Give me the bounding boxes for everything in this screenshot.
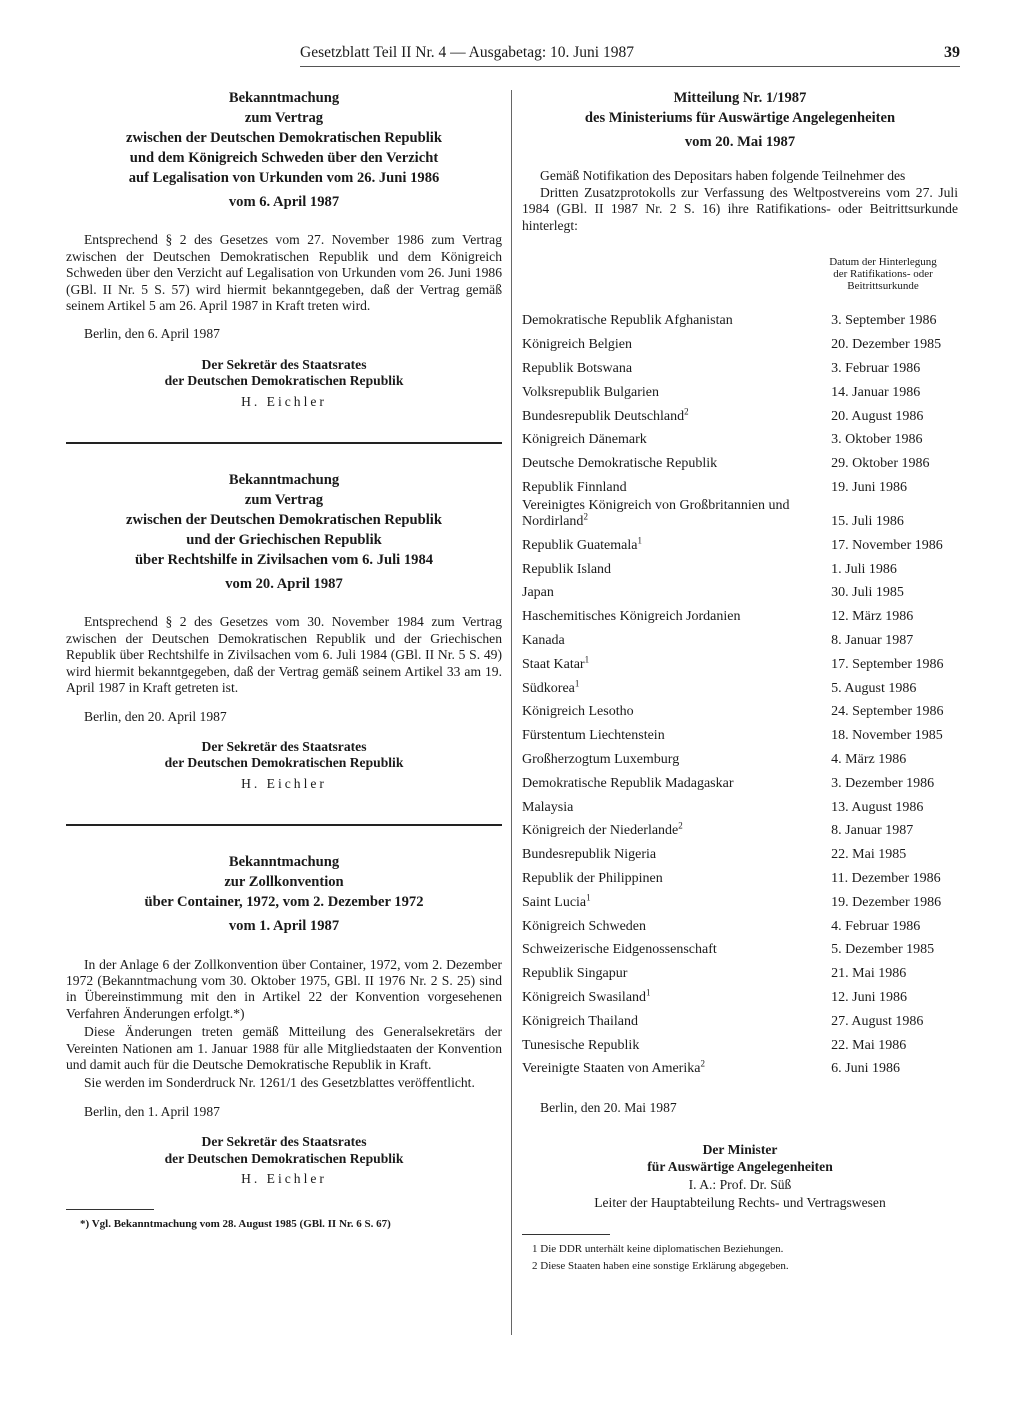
country-name: Königreich Swasiland xyxy=(522,989,647,1005)
header-title: Gesetzblatt Teil II Nr. 4 — Ausgabetag: 10. Juni 1987 xyxy=(300,44,634,61)
country-name: Fürstentum Liechtenstein xyxy=(522,728,665,744)
intro-line: Gemäß Notifikation des Depositars haben folgende Teilnehmer des xyxy=(540,168,906,184)
section-divider xyxy=(66,824,502,826)
country-name: Haschemitisches Königreich Jordanien xyxy=(522,609,741,625)
title-line: Bekanntmachung xyxy=(228,472,340,489)
signatory-name: H. Eichler xyxy=(241,1171,327,1186)
country-name: Saint Lucia xyxy=(522,894,587,910)
country-name: Demokratische Republik Madagaskar xyxy=(522,775,734,791)
table-row xyxy=(522,673,958,697)
country-cell xyxy=(522,602,819,626)
signatory-line: der Deutschen Demokratischen Republik xyxy=(164,373,404,389)
deposit-date-cell: 12. Juni 1986 xyxy=(831,989,907,1005)
deposit-date-cell: 24. September 1986 xyxy=(831,704,944,720)
table-row xyxy=(522,1030,958,1054)
country-name: Volksrepublik Bulgarien xyxy=(522,384,660,400)
table-row xyxy=(522,530,958,554)
footnote: 1 Die DDR unterhält keine diplomatischen Beziehungen. xyxy=(532,1242,784,1255)
table-row xyxy=(522,768,958,792)
table-row xyxy=(522,473,958,497)
footnote-marker: 2 xyxy=(684,405,689,416)
country-cell xyxy=(522,768,819,792)
communication-upu-protocol xyxy=(522,88,958,1275)
footnote-rule xyxy=(522,1234,610,1235)
column-header-line: Beitrittsurkunde xyxy=(847,280,919,293)
deposit-date-cell: 17. September 1986 xyxy=(831,656,944,672)
country-name: Republik Finnland xyxy=(522,480,627,495)
table-row xyxy=(522,840,958,864)
deposit-date-cell: 5. August 1986 xyxy=(831,680,917,696)
intro-line: Dritten Zusatzprotokolls zur Verfassung des Weltpostvereins vom 27. Juli 1984 (GBl. II 1987 Nr. 2 S. 16) ihre Ratifikations- oder Beitrittsurkunde hinterlegt: xyxy=(522,184,958,233)
title-line: und dem Königreich Schweden über den Verzicht xyxy=(129,150,439,166)
country-name: Republik Singapur xyxy=(522,966,628,982)
place-date: Berlin, den 20. April 1987 xyxy=(84,708,227,724)
table-row xyxy=(522,721,958,745)
column-header-line: der Ratifikations- oder xyxy=(833,268,933,281)
country-name: Vereinigtes Königreich von Großbritannien und Nordirland xyxy=(522,498,790,530)
footnote-marker: 2 xyxy=(678,820,683,831)
title-line: über Rechtshilfe in Zivilsachen vom 6. Juli 1984 xyxy=(134,552,434,569)
notice-date: vom 20. April 1987 xyxy=(225,576,343,593)
deposit-date-cell: 19. Juni 1986 xyxy=(831,480,907,495)
deposit-date-cell: 20. Dezember 1985 xyxy=(831,337,942,353)
country-cell xyxy=(522,649,819,673)
column-divider xyxy=(511,90,512,1335)
country-name: Malaysia xyxy=(522,799,574,815)
deposit-date-cell: 11. Dezember 1986 xyxy=(831,870,941,886)
notice-container-convention xyxy=(66,852,502,1233)
table-row xyxy=(522,554,958,578)
notice-greece-treaty xyxy=(66,470,502,792)
footnote: 2 Diese Staaten haben eine sonstige Erklärung abgegeben. xyxy=(532,1259,789,1272)
header-rule xyxy=(300,66,960,67)
signatory-line: Der Sekretär des Staatsrates xyxy=(201,356,367,372)
signatory-line: Der Sekretär des Staatsrates xyxy=(201,738,367,754)
table-row xyxy=(522,745,958,769)
notice-date: vom 1. April 1987 xyxy=(228,918,340,935)
deposit-date-cell: 21. Mai 1986 xyxy=(831,966,907,982)
notice-title xyxy=(66,88,502,188)
signatory-name: H. Eichler xyxy=(241,393,327,409)
right-column xyxy=(522,88,958,1275)
country-name: Demokratische Republik Afghanistan xyxy=(522,313,733,329)
table-row xyxy=(522,354,958,378)
footnote-marker: 1 xyxy=(574,677,580,688)
signatory-line: Der Sekretär des Staatsrates xyxy=(201,1134,367,1150)
table-row xyxy=(522,330,958,354)
communication-intro xyxy=(522,168,958,234)
deposit-date-cell: 29. Oktober 1986 xyxy=(831,456,930,472)
notice-title xyxy=(66,470,502,570)
country-name: Königreich Schweden xyxy=(522,918,647,934)
country-cell xyxy=(522,959,819,983)
title-line: und der Griechischen Republik xyxy=(186,532,382,549)
table-row xyxy=(522,578,958,602)
country-cell xyxy=(522,377,819,401)
country-cell xyxy=(522,983,819,1007)
country-cell xyxy=(522,721,819,745)
footnote-marker: 1 xyxy=(637,535,642,546)
country-cell xyxy=(522,578,819,602)
country-cell xyxy=(522,697,819,721)
title-line: Bekanntmachung xyxy=(228,90,340,106)
country-name: Republik Botswana xyxy=(522,361,633,377)
deposit-date-cell: 3. Februar 1986 xyxy=(831,361,921,377)
footnote-marker: 2 xyxy=(700,1058,705,1069)
footnote-rule xyxy=(66,1209,154,1210)
signatory-role: Leiter der Hauptabteilung Rechts- und Vertragswesen xyxy=(594,1195,886,1211)
signatory xyxy=(66,1134,502,1167)
title-line: Bekanntmachung xyxy=(228,854,340,871)
deposit-date-cell: 19. Dezember 1986 xyxy=(831,894,942,910)
deposit-date-cell: 27. August 1986 xyxy=(831,1013,924,1029)
country-cell xyxy=(522,354,819,378)
deposit-date-cell: 3. Oktober 1986 xyxy=(831,432,923,448)
notice-body: Sie werden im Sonderdruck Nr. 1261/1 des Gesetzblattes veröffentlicht. xyxy=(84,1075,475,1091)
country-cell xyxy=(522,935,819,959)
title-line: über Container, 1972, vom 2. Dezember 1972 xyxy=(144,894,424,911)
country-name: Deutsche Demokratische Republik xyxy=(522,456,718,472)
notice-date: vom 6. April 1987 xyxy=(228,194,340,210)
table-row xyxy=(522,1054,958,1078)
country-name: Republik der Philippinen xyxy=(522,870,663,886)
table-row xyxy=(522,816,958,840)
country-cell xyxy=(522,887,819,911)
country-cell xyxy=(522,864,819,888)
deposit-date-cell: 22. Mai 1985 xyxy=(831,847,907,863)
communication-title xyxy=(522,88,958,128)
table-row xyxy=(522,911,958,935)
country-cell xyxy=(522,496,819,530)
signatory-line: der Deutschen Demokratischen Republik xyxy=(164,755,404,771)
table-row xyxy=(522,983,958,1007)
signatory-line: für Auswärtige Angelegenheiten xyxy=(647,1158,833,1174)
title-line: auf Legalisation von Urkunden vom 26. Juni 1986 xyxy=(128,170,440,186)
footnote: *) Vgl. Bekanntmachung vom 28. August 1985 (GBl. II Nr. 6 S. 67) xyxy=(80,1218,391,1231)
table-row xyxy=(522,649,958,673)
notice-body: Entsprechend § 2 des Gesetzes vom 30. November 1984 zum Vertrag zwischen der Deutschen Demokratischen Republik und der Griechischen Republik über Rechtshilfe in Zivilsachen vom 6. Juli 1984 (GBl. II Nr. 5 S. 49) wird hiermit bekanntgegeben, daß der Vertrag gemäß seinem Artikel 33 am 19. April 1987 in Kraft getreten ist. xyxy=(66,614,502,696)
place-date: Berlin, den 6. April 1987 xyxy=(84,326,220,342)
country-cell xyxy=(522,330,819,354)
table-row xyxy=(522,306,958,330)
country-name: Kanada xyxy=(522,632,565,648)
country-name: Südkorea xyxy=(522,680,575,696)
country-cell xyxy=(522,1054,819,1078)
left-column xyxy=(66,88,502,1233)
notice-body: In der Anlage 6 der Zollkonvention über Container, 1972, vom 2. Dezember 1972 (Bekanntmachung vom 30. Oktober 1975, GBl. II 1976 Nr. 2 S. 25) sind in Übereinstimmung mit den in Artikel 22 der Konvention vorgesehenen Verfahren Änderungen erfolgt.*) xyxy=(66,956,502,1021)
section-divider xyxy=(66,442,502,444)
table-row xyxy=(522,864,958,888)
table-row xyxy=(522,425,958,449)
table-row xyxy=(522,602,958,626)
date-column-header xyxy=(808,256,958,292)
title-line: des Ministeriums für Auswärtige Angelegenheiten xyxy=(584,110,896,126)
country-cell xyxy=(522,401,819,425)
notice-body: Diese Änderungen treten gemäß Mitteilung des Generalsekretärs der Vereinten Nationen am 1. Januar 1988 für alle Mitgliedstaaten der Konvention und damit auch für die Deutsche Demokratische Republik in Kraft. xyxy=(66,1024,502,1072)
signatory-line: der Deutschen Demokratischen Republik xyxy=(164,1150,404,1166)
country-name: Republik Island xyxy=(522,561,612,577)
table-row xyxy=(522,1006,958,1030)
country-cell xyxy=(522,449,819,473)
country-name: Königreich Lesotho xyxy=(522,704,634,720)
footnote-marker: 1 xyxy=(586,892,591,903)
deposit-date-cell: 12. März 1986 xyxy=(831,609,914,625)
deposit-date-cell: 8. Januar 1987 xyxy=(831,632,914,648)
country-cell xyxy=(522,1006,819,1030)
deposit-date-cell: 13. August 1986 xyxy=(831,799,924,815)
table-row xyxy=(522,697,958,721)
country-cell xyxy=(522,1030,819,1054)
table-row xyxy=(522,935,958,959)
signatory xyxy=(66,739,502,772)
country-name: Großherzogtum Luxemburg xyxy=(522,751,680,767)
country-cell xyxy=(522,840,819,864)
deposit-date-cell: 30. Juli 1985 xyxy=(831,585,904,601)
title-line: zwischen der Deutschen Demokratischen Republik xyxy=(126,512,442,529)
footnotes xyxy=(522,1241,958,1275)
country-cell xyxy=(522,306,819,330)
signatory-name: I. A.: Prof. Dr. Süß xyxy=(688,1176,792,1192)
footnote-marker: 1 xyxy=(584,654,590,665)
country-cell xyxy=(522,626,819,650)
place-date: Berlin, den 20. Mai 1987 xyxy=(540,1099,677,1115)
deposit-date-cell: 6. Juni 1986 xyxy=(831,1061,900,1077)
country-cell xyxy=(522,473,819,497)
country-cell xyxy=(522,911,819,935)
country-cell xyxy=(522,745,819,769)
country-name: Tunesische Republik xyxy=(522,1037,640,1053)
country-name: Japan xyxy=(522,585,554,601)
states-table xyxy=(522,306,958,1078)
country-name: Republik Guatemala xyxy=(522,537,638,553)
country-name: Königreich Thailand xyxy=(522,1013,638,1029)
title-line: zwischen der Deutschen Demokratischen Republik xyxy=(126,130,442,146)
notice-sweden-treaty xyxy=(66,88,502,410)
table-row xyxy=(522,449,958,473)
signatory xyxy=(66,357,502,390)
table-row xyxy=(522,887,958,911)
country-name: Staat Katar xyxy=(522,656,585,672)
footnote-marker: 1 xyxy=(646,987,651,998)
country-name: Vereinigte Staaten von Amerika xyxy=(522,1061,701,1077)
country-cell xyxy=(522,792,819,816)
country-cell xyxy=(522,530,819,554)
table-row xyxy=(522,496,958,530)
column-header-line: Datum der Hinterlegung xyxy=(829,256,937,269)
country-name: Schweizerische Eidgenossenschaft xyxy=(522,942,717,958)
states-table-body xyxy=(522,306,958,1078)
deposit-date-cell: 18. November 1985 xyxy=(831,728,943,744)
table-row xyxy=(522,792,958,816)
title-line: zur Zollkonvention xyxy=(224,874,344,891)
deposit-date-cell: 5. Dezember 1985 xyxy=(831,942,935,958)
title-line: zum Vertrag xyxy=(244,492,324,509)
country-cell xyxy=(522,673,819,697)
country-cell xyxy=(522,554,819,578)
table-row xyxy=(522,626,958,650)
footnote-marker: 2 xyxy=(583,511,588,522)
table-row xyxy=(522,959,958,983)
deposit-date-cell: 20. August 1986 xyxy=(831,408,924,424)
deposit-date-cell: 4. März 1986 xyxy=(831,751,907,767)
page-number: 39 xyxy=(944,44,960,61)
country-cell xyxy=(522,425,819,449)
deposit-date-cell: 4. Februar 1986 xyxy=(831,918,921,934)
country-cell xyxy=(522,816,819,840)
deposit-date-cell: 3. September 1986 xyxy=(831,313,937,329)
title-line: Mitteilung Nr. 1/1987 xyxy=(673,90,807,106)
signatory-line: Der Minister xyxy=(702,1142,778,1158)
deposit-date-cell: 22. Mai 1986 xyxy=(831,1037,907,1053)
deposit-date-cell: 8. Januar 1987 xyxy=(831,823,914,839)
notice-title xyxy=(66,852,502,912)
country-name: Bundesrepublik Nigeria xyxy=(522,847,657,863)
communication-date: vom 20. Mai 1987 xyxy=(684,134,796,150)
deposit-date-cell: 17. November 1986 xyxy=(831,537,943,553)
table-row xyxy=(522,401,958,425)
deposit-date-cell: 14. Januar 1986 xyxy=(831,384,921,400)
country-name: Bundesrepublik Deutschland xyxy=(522,408,685,424)
signatory-name: H. Eichler xyxy=(241,775,327,791)
place-date: Berlin, den 1. April 1987 xyxy=(84,1103,220,1119)
deposit-date-cell: 15. Juli 1986 xyxy=(831,514,904,530)
notice-body: Entsprechend § 2 des Gesetzes vom 27. November 1986 zum Vertrag zwischen der Deutschen Demokratischen Republik und dem Königreich Schweden über den Verzicht auf Legalisation von Urkunden vom 26. Juni 1986 (GBl. II Nr. 5 S. 57) wird hiermit bekanntgegeben, daß der Vertrag gemäß seinem Artikel 5 am 26. April 1987 in Kraft treten wird. xyxy=(66,232,502,314)
table-row xyxy=(522,377,958,401)
country-name: Königreich Belgien xyxy=(522,337,633,353)
title-line: zum Vertrag xyxy=(244,110,324,126)
deposit-date-cell: 1. Juli 1986 xyxy=(831,561,897,577)
signatory xyxy=(522,1142,958,1175)
deposit-date-cell: 3. Dezember 1986 xyxy=(831,775,935,791)
country-name: Königreich der Niederlande xyxy=(522,823,679,839)
country-name: Königreich Dänemark xyxy=(522,432,647,448)
